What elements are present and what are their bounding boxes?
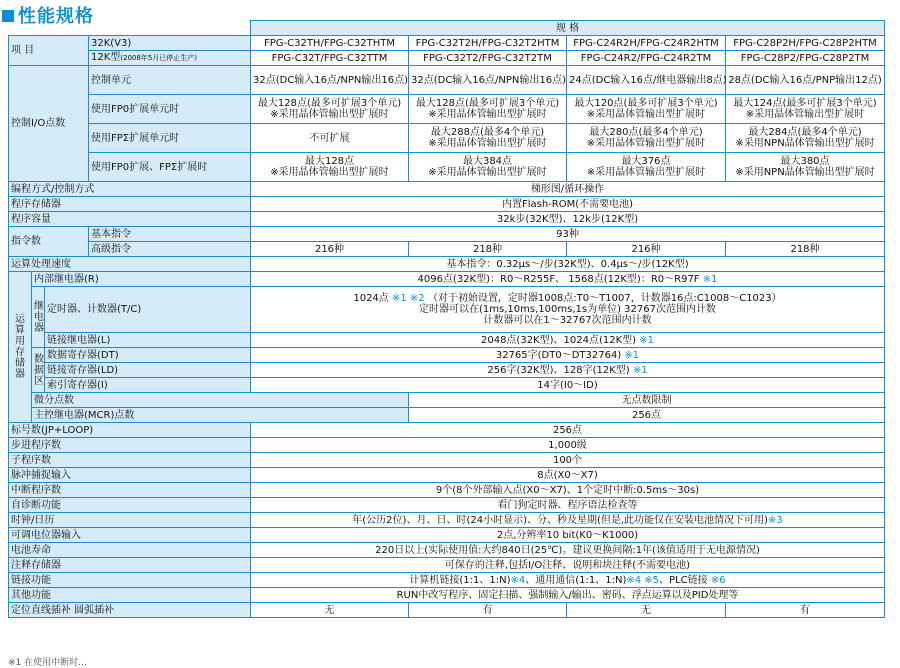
io-fp0-value: 最大128点(最多可扩展3个单元) ※采用晶体管输出型扩展时 xyxy=(251,95,409,124)
model-k12: FPG-C28P2/FPG-C28P2TM xyxy=(726,51,885,66)
instr-adv-value: 218种 xyxy=(726,242,885,257)
instr-basic-value: 93种 xyxy=(251,227,885,242)
data-group-label: 数据区 xyxy=(32,348,45,393)
interp-label: 定位直线插补 圆弧插补 xyxy=(9,603,251,618)
ld-value: 256字(32K型)、128字(12K型) ※1 xyxy=(251,363,885,378)
capacity-label: 程序容量 xyxy=(9,212,251,227)
io-both-value: 最大128点 ※采用晶体管输出型扩展时 xyxy=(251,153,409,182)
relay-group-label: 继电器 xyxy=(32,287,45,348)
model-k12: FPG-C32T/FPG-C32TTM xyxy=(251,51,409,66)
io-both-value: 最大380点 ※采用NPN晶体管输出型扩展时 xyxy=(726,153,885,182)
row-value: 看门狗定时器、程序语法检查等 xyxy=(251,498,885,513)
row-label: 可调电位器输入 xyxy=(9,528,251,543)
memory-label: 程序存储器 xyxy=(9,197,251,212)
instr-label: 指令数 xyxy=(9,227,89,257)
io-fps-value: 最大280点(最多4个单元) ※采用晶体管输出型扩展时 xyxy=(567,124,726,153)
row-value: 年(公历2位)、月、日、时(24小时显示)、分、秒及星期(但是,此功能仅在安装电池情况下可用)※3 xyxy=(251,513,885,528)
row-label: 步进程序数 xyxy=(9,438,251,453)
interp-value: 有 xyxy=(726,603,885,618)
row-label: 标号数(JP+LOOP) xyxy=(9,423,251,438)
programming-label: 编程方式/控制方式 xyxy=(9,182,251,197)
io-control-unit-value: 32点(DC输入16点/NPN输出16点) xyxy=(251,66,409,95)
internal-relay-value: 4096点(32K型)：R0～R255F、 1568点(12K型)：R0～R97F ※1 xyxy=(251,272,885,287)
row-label: 脉冲捕捉输入 xyxy=(9,468,251,483)
instr-adv-value: 218种 xyxy=(409,242,567,257)
internal-relay-label: 内部继电器(R) xyxy=(32,272,251,287)
row-label: 微分点数 xyxy=(32,393,409,408)
model-k12: FPG-C24R2/FPG-C24R2TM xyxy=(567,51,726,66)
memory-value: 内置Flash-ROM(不需要电池) xyxy=(251,197,885,212)
link-relay-label: 链接继电器(L) xyxy=(45,333,251,348)
io-fps-value: 最大284点(最多4个单元) ※采用NPN晶体管输出型扩展时 xyxy=(726,124,885,153)
k12-note: (2008年5月已停止生产) xyxy=(120,54,198,62)
model-k12: FPG-C32T2/FPG-C32T2TM xyxy=(409,51,567,66)
k12-label: 12K型(2008年5月已停止生产) xyxy=(89,51,251,66)
row-label: 注释存储器 xyxy=(9,558,251,573)
io-fp0-value: 最大120点(最多可扩展3个单元) ※采用晶体管输出型扩展时 xyxy=(567,95,726,124)
page-title: 性能规格 xyxy=(18,6,94,27)
row-value: 220日以上(实际使用值:大约840日(25℃)。建议更换间隔:1年(该值适用于无电源情况) xyxy=(251,543,885,558)
row-label: 电池寿命 xyxy=(9,543,251,558)
io-fp0-value: 最大128点(最多可扩展3个单元) ※采用晶体管输出型扩展时 xyxy=(409,95,567,124)
io-fps-value: 不可扩展 xyxy=(251,124,409,153)
ld-label: 链接寄存器(LD) xyxy=(45,363,251,378)
speed-value: 基本指令：0.32μs～/步(32K型)、0.4μs～/步(12K型) xyxy=(251,257,885,272)
io-both-value: 最大376点 ※采用晶体管输出型扩展时 xyxy=(567,153,726,182)
storage-group-label: 运算用存储器 xyxy=(9,272,32,423)
dt-value: 32765字(DT0～DT32764) ※1 xyxy=(251,348,885,363)
row-value: 8点(X0～X7) xyxy=(251,468,885,483)
instr-adv-label: 高级指令 xyxy=(89,242,251,257)
spec-table xyxy=(8,20,885,618)
index-value: 14字(I0～ID) xyxy=(251,378,885,393)
io-group-label: 控制I/O点数 xyxy=(9,66,89,182)
row-value: 100个 xyxy=(251,453,885,468)
link-function-label: 链接功能 xyxy=(9,573,251,588)
model-v3: FPG-C28P2H/FPG-C28P2HTM xyxy=(726,36,885,51)
instr-adv-value: 216种 xyxy=(251,242,409,257)
interp-value: 有 xyxy=(409,603,567,618)
row-label: 时钟/日历 xyxy=(9,513,251,528)
io-fps-value: 最大288点(最多4个单元) ※采用晶体管输出型扩展时 xyxy=(409,124,567,153)
row-value: 2点,分辨率10 bit(K0～K1000) xyxy=(251,528,885,543)
io-control-unit-value: 24点(DC输入16点/继电器输出8点) xyxy=(567,66,726,95)
io-control-unit-label: 控制单元 xyxy=(89,66,251,95)
io-fps-label: 使用FPΣ扩展单元时 xyxy=(89,124,251,153)
model-v3: FPG-C24R2H/FPG-C24R2HTM xyxy=(567,36,726,51)
row-value: 256点 xyxy=(251,423,885,438)
footer-note: ※1 在使用中断时… xyxy=(8,658,88,668)
io-control-unit-value: 32点(DC输入16点/NPN输出16点) xyxy=(409,66,567,95)
capacity-value: 32k步(32K型)、12k步(12K型) xyxy=(251,212,885,227)
other-function-value: RUN中改写程序、固定扫描、强制输入/输出、密码、浮点运算以及PID处理等 xyxy=(251,588,885,603)
timer-value: 1024点 ※1 ※2 （对于初始设置，定时器1008点:T0～T1007，计数器16点:C1008～C1023） 定时器可以在(1ms,10ms,100ms,1s为单位) 32767次范围内计数 计数器可以在1～32767次范围内计数 xyxy=(251,287,885,333)
model-v3: FPG-C32TH/FPG-C32THTM xyxy=(251,36,409,51)
io-fp0-value: 最大124点(最多可扩展3个单元) ※采用晶体管输出型扩展时 xyxy=(726,95,885,124)
row-label: 子程序数 xyxy=(9,453,251,468)
index-label: 索引寄存器(I) xyxy=(45,378,251,393)
io-both-label: 使用FP0扩展、FPΣ扩展时 xyxy=(89,153,251,182)
row-value: 9个(8个外部输入点(X0～X7)、1个定时中断:0.5ms～30s) xyxy=(251,483,885,498)
other-function-label: 其他功能 xyxy=(9,588,251,603)
io-both-value: 最大384点 ※采用晶体管输出型扩展时 xyxy=(409,153,567,182)
link-function-value: 计算机链接(1:1、1:N)※4、通用通信(1:1、1:N)※4 ※5、PLC链接 ※6 xyxy=(251,573,885,588)
spec-header: 规 格 xyxy=(251,21,885,36)
row-value: 256点 xyxy=(409,408,885,423)
row-value: 可保存的注释,包括I/O注释、说明和块注释(不需要电池) xyxy=(251,558,885,573)
interp-value: 无 xyxy=(567,603,726,618)
dt-label: 数据寄存器(DT) xyxy=(45,348,251,363)
model-v3: FPG-C32T2H/FPG-C32T2HTM xyxy=(409,36,567,51)
io-control-unit-value: 28点(DC输入16点/PNP输出12点) xyxy=(726,66,885,95)
link-relay-value: 2048点(32K型)、1024点(12K型) ※1 xyxy=(251,333,885,348)
instr-adv-value: 216种 xyxy=(567,242,726,257)
speed-label: 运算处理速度 xyxy=(9,257,251,272)
timer-label: 定时器、计数器(T/C) xyxy=(45,287,251,333)
row-label: 中断程序数 xyxy=(9,483,251,498)
v3-label: 32K(V3) xyxy=(89,36,251,51)
row-label: 自诊断功能 xyxy=(9,498,251,513)
row-label: 主控继电器(MCR)点数 xyxy=(32,408,409,423)
blank-corner xyxy=(9,21,251,36)
item-header: 项 目 xyxy=(9,36,89,66)
io-fp0-label: 使用FP0扩展单元时 xyxy=(89,95,251,124)
programming-value: 梯形图/循环操作 xyxy=(251,182,885,197)
instr-basic-label: 基本指令 xyxy=(89,227,251,242)
row-value: 1,000级 xyxy=(251,438,885,453)
interp-value: 无 xyxy=(251,603,409,618)
row-value: 无点数限制 xyxy=(409,393,885,408)
